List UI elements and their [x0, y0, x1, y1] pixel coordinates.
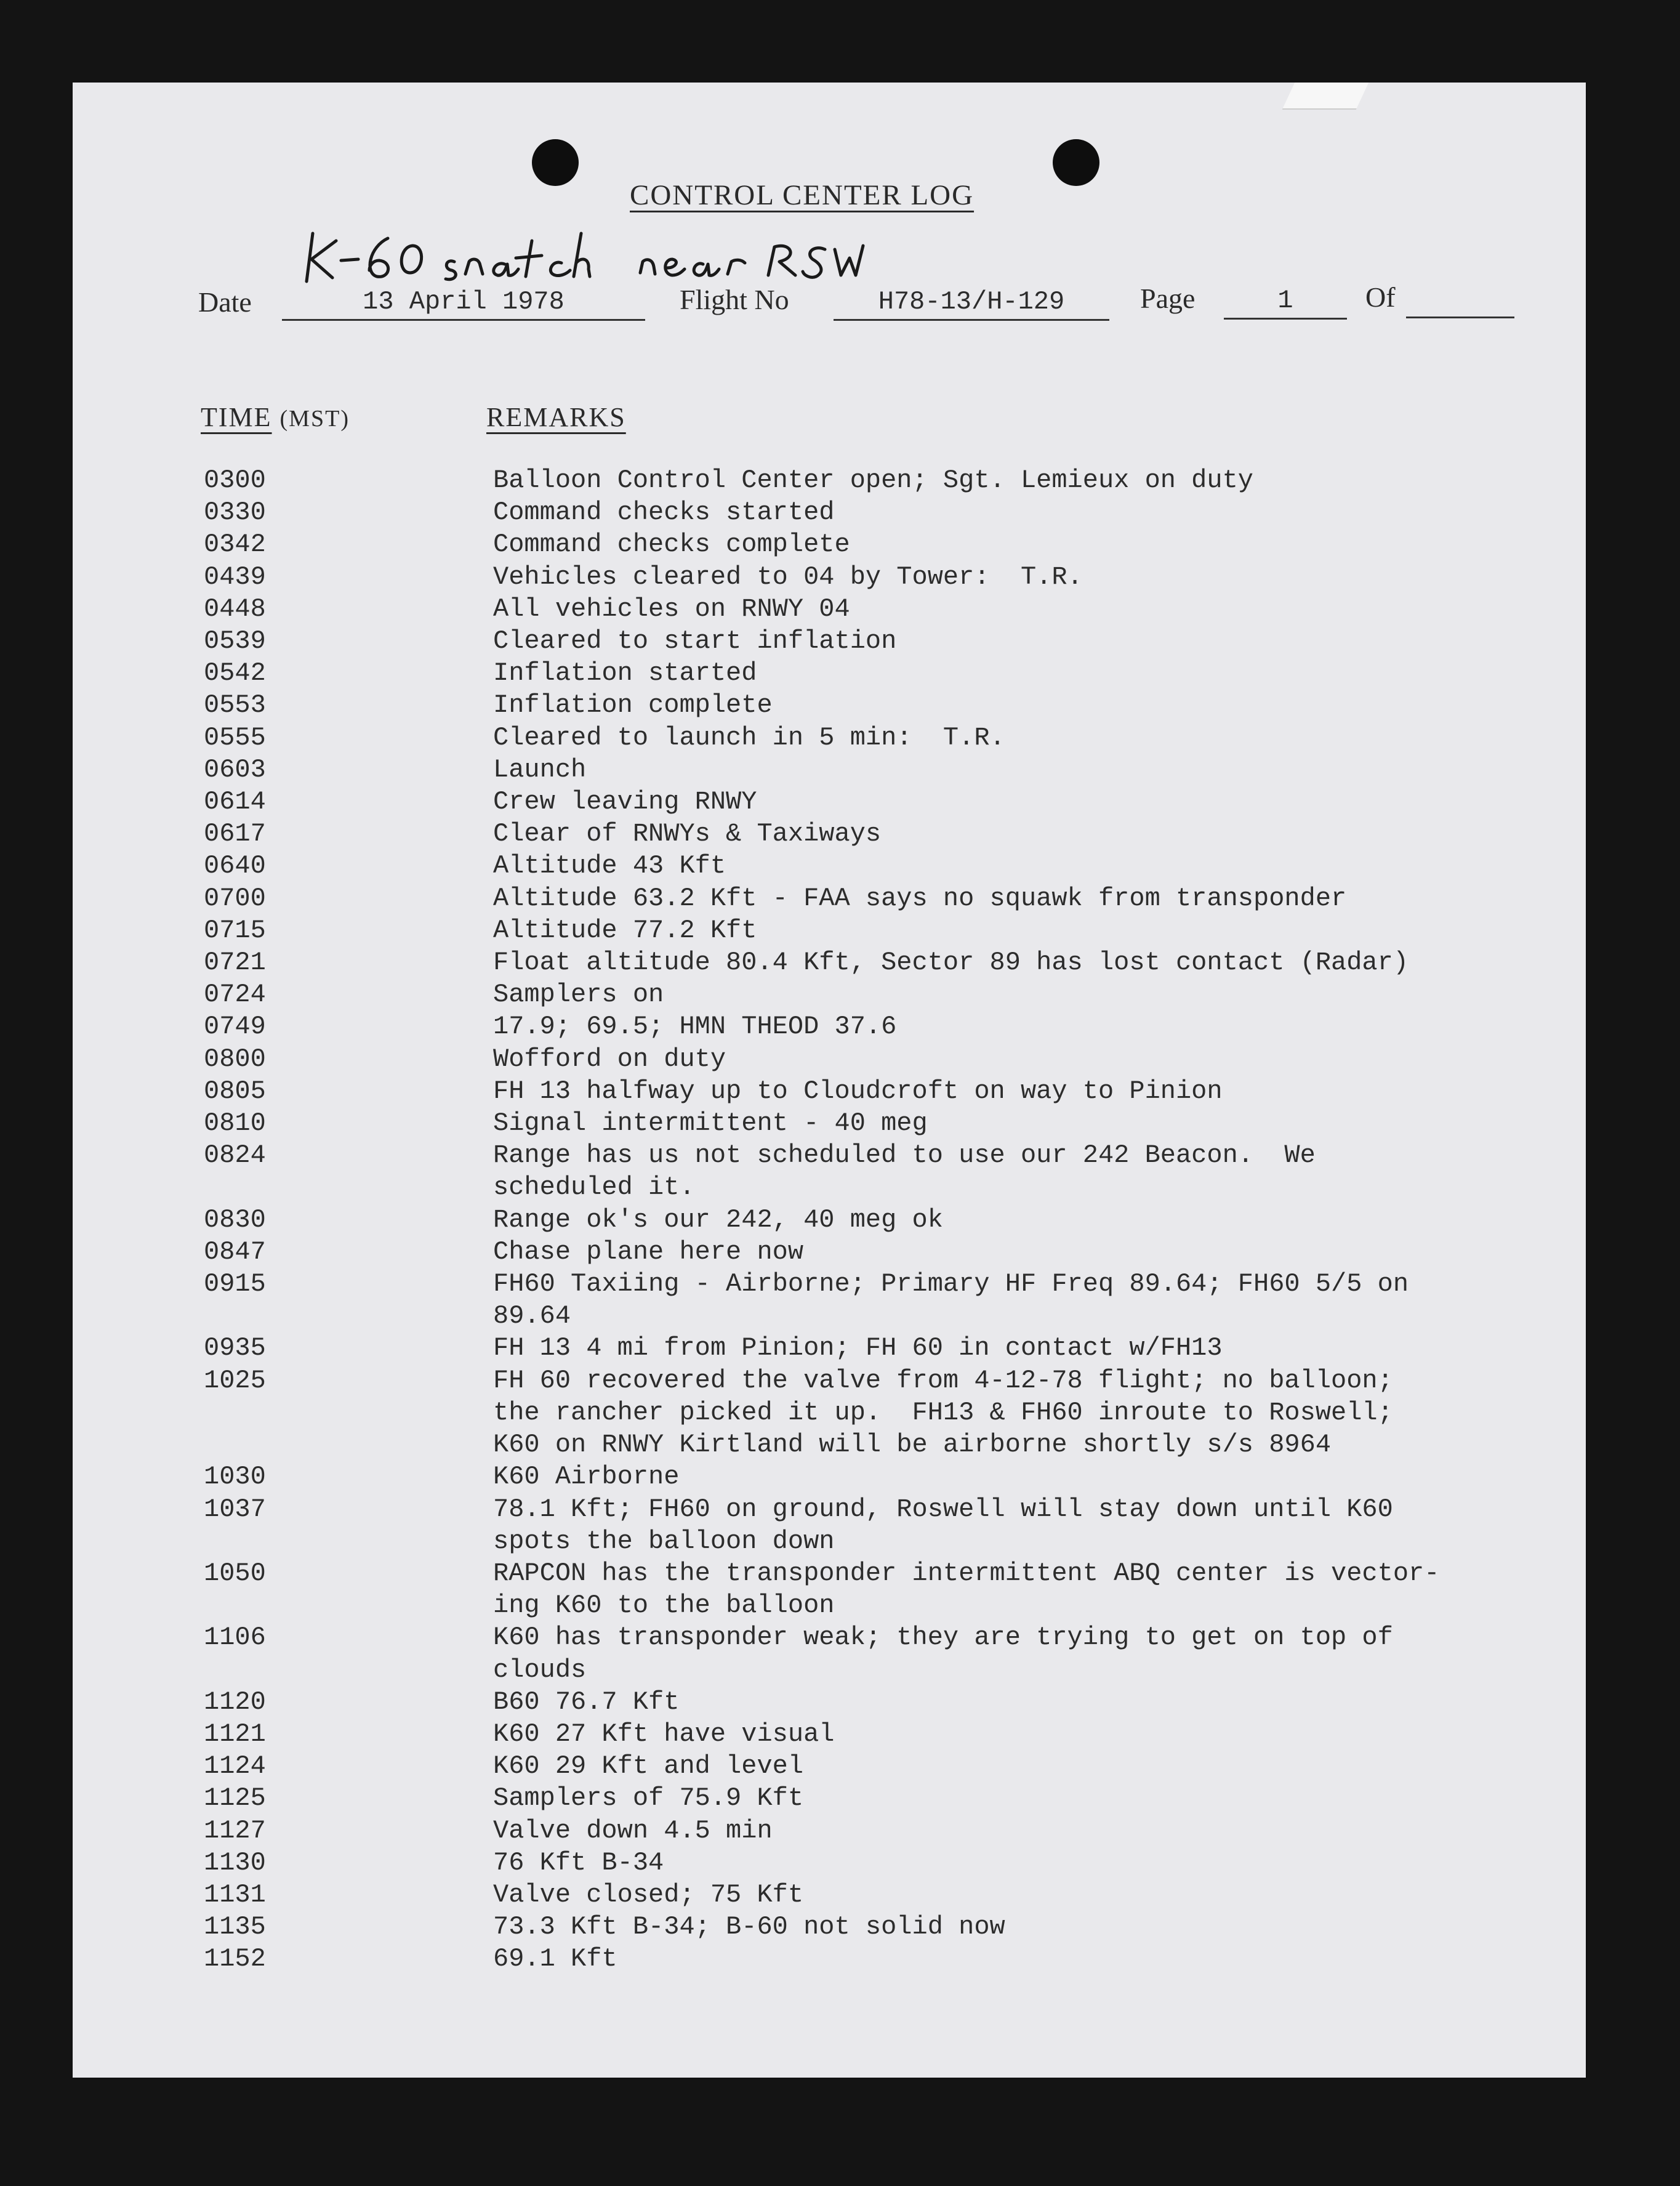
- remark-line: Altitude 77.2 Kft: [493, 915, 757, 945]
- remark-line: K60 27 Kft have visual: [493, 1719, 835, 1749]
- log-entry: [204, 1750, 1558, 1782]
- entry-time: 0721: [204, 948, 266, 978]
- remark-line: Launch: [493, 754, 587, 784]
- log-entry: [204, 593, 1558, 625]
- entry-remark: [493, 1879, 803, 1911]
- entry-time: 0935: [204, 1333, 266, 1363]
- page-value: 1: [1224, 283, 1347, 320]
- entry-remark: [493, 850, 726, 882]
- log-entry: [204, 1204, 1558, 1236]
- of-label: Of: [1365, 281, 1396, 313]
- log-entry: [204, 1332, 1558, 1364]
- entry-remark: [493, 561, 1083, 593]
- entry-remark: [493, 1718, 835, 1750]
- log-entry: [204, 1847, 1558, 1879]
- page-label: Page: [1140, 283, 1196, 314]
- remark-line: Valve down 4.5 min: [493, 1815, 773, 1845]
- entry-time: 1025: [204, 1365, 266, 1395]
- remark-line: FH60 Taxiing - Airborne; Primary HF Freq 89.64; FH60 5/5 on: [493, 1269, 1409, 1299]
- entry-remark: [493, 1493, 1393, 1557]
- log-entry: [204, 978, 1558, 1010]
- entry-time: 0715: [204, 915, 266, 945]
- entry-time: 0617: [204, 819, 266, 849]
- entry-remark: [493, 978, 664, 1010]
- entry-remark: [493, 882, 1346, 914]
- log-entry: [204, 882, 1558, 914]
- log-entry: [204, 1461, 1558, 1493]
- flight-number-label: Flight No: [680, 284, 789, 315]
- entry-time: 1120: [204, 1687, 266, 1717]
- remark-line: Cleared to start inflation: [493, 626, 897, 656]
- entry-remark: [493, 1686, 679, 1718]
- remark-line: Valve closed; 75 Kft: [493, 1879, 804, 1910]
- entry-time: 0448: [204, 594, 266, 624]
- remark-line: spots the balloon down: [493, 1526, 835, 1556]
- entry-remark: [493, 754, 586, 786]
- date-label: Date: [198, 286, 252, 318]
- entry-remark: [493, 464, 1253, 496]
- time-unit-label: (MST): [279, 406, 350, 432]
- punch-hole-right: [1053, 139, 1099, 186]
- entry-time: 0915: [204, 1269, 266, 1299]
- remarks-column-header: REMARKS: [486, 402, 626, 432]
- log-entry: [204, 689, 1558, 721]
- entry-time: 1106: [204, 1623, 266, 1653]
- entry-time: 1131: [204, 1879, 266, 1910]
- entry-time: 0640: [204, 851, 266, 881]
- entry-time: 0800: [204, 1044, 266, 1074]
- entry-remark: [493, 914, 757, 946]
- time-column-label: TIME: [201, 402, 272, 432]
- entry-remark: [493, 657, 757, 689]
- log-entry: [204, 1493, 1558, 1557]
- log-entry: [204, 1943, 1558, 1975]
- remark-line: Balloon Control Center open; Sgt. Lemieux on duty: [493, 466, 1254, 495]
- entry-time: 0614: [204, 787, 266, 817]
- remark-line: Wofford on duty: [493, 1044, 726, 1074]
- remark-line: Altitude 63.2 Kft - FAA says no squawk from transponder: [493, 883, 1347, 913]
- remark-line: 69.1 Kft: [493, 1944, 617, 1974]
- log-entry: [204, 1621, 1558, 1685]
- entry-remark: [493, 1461, 679, 1493]
- flight-number-value: H78-13/H-129: [834, 284, 1109, 321]
- entry-time: 0749: [204, 1012, 266, 1042]
- remark-line: 73.3 Kft B-34; B-60 not solid now: [493, 1912, 1005, 1942]
- entry-time: 1030: [204, 1462, 266, 1492]
- entry-time: 0555: [204, 722, 266, 752]
- log-entry: [204, 1268, 1558, 1332]
- log-entries: [204, 464, 1558, 1975]
- log-entry: [204, 1911, 1558, 1943]
- entry-time: 1124: [204, 1751, 266, 1781]
- log-entry: [204, 1365, 1558, 1461]
- log-entry: [204, 946, 1558, 978]
- remark-line: FH 13 halfway up to Cloudcroft on way to Pinion: [493, 1076, 1223, 1106]
- entry-time: 0824: [204, 1140, 266, 1171]
- entry-remark: [493, 1236, 803, 1268]
- log-entry: [204, 1879, 1558, 1911]
- remark-line: clouds: [493, 1655, 587, 1685]
- of-value: [1406, 282, 1514, 318]
- entry-remark: [493, 1204, 943, 1236]
- entry-time: 1125: [204, 1783, 266, 1813]
- entry-time: 1135: [204, 1912, 266, 1942]
- remark-line: Crew leaving RNWY: [493, 787, 757, 817]
- entry-remark: [493, 1332, 1223, 1364]
- log-entry: [204, 1075, 1558, 1107]
- entry-remark: [493, 1010, 896, 1043]
- entry-remark: [493, 1847, 664, 1879]
- entry-time: 0553: [204, 690, 266, 720]
- entry-time: 0330: [204, 498, 266, 528]
- remark-line: Signal intermittent - 40 meg: [493, 1108, 928, 1139]
- entry-time: 0439: [204, 562, 266, 592]
- log-entry: [204, 1139, 1558, 1203]
- log-entry: [204, 464, 1558, 496]
- entry-time: 0603: [204, 754, 266, 784]
- remark-line: 89.64: [493, 1301, 571, 1331]
- date-value: 13 April 1978: [282, 284, 645, 321]
- entry-remark: [493, 1750, 803, 1782]
- log-entry: [204, 1782, 1558, 1814]
- log-entry: [204, 657, 1558, 689]
- log-entry: [204, 625, 1558, 657]
- time-column-header: [201, 401, 350, 433]
- entry-remark: [493, 1365, 1393, 1461]
- entry-remark: [493, 1911, 1005, 1943]
- entry-time: 0342: [204, 530, 266, 560]
- entry-time: 0724: [204, 980, 266, 1010]
- entry-remark: [493, 593, 850, 625]
- remark-line: 17.9; 69.5; HMN THEOD 37.6: [493, 1012, 897, 1042]
- log-entry: [204, 1686, 1558, 1718]
- log-entry: [204, 561, 1558, 593]
- log-entry: [204, 1815, 1558, 1847]
- entry-remark: [493, 1139, 1316, 1203]
- log-entry: [204, 1236, 1558, 1268]
- entry-remark: [493, 722, 1005, 754]
- entry-remark: [493, 496, 835, 528]
- entry-remark: [493, 1043, 726, 1075]
- remark-line: Samplers of 75.9 Kft: [493, 1783, 804, 1813]
- remark-line: FH 60 recovered the valve from 4-12-78 flight; no balloon;: [493, 1365, 1393, 1395]
- entry-time: 0847: [204, 1236, 266, 1267]
- remark-line: the rancher picked it up. FH13 & FH60 inroute to Roswell;: [493, 1397, 1393, 1427]
- log-entry: [204, 1043, 1558, 1075]
- remark-line: B60 76.7 Kft: [493, 1687, 680, 1717]
- log-entry: [204, 1557, 1558, 1621]
- remark-line: Clear of RNWYs & Taxiways: [493, 819, 882, 849]
- log-entry: [204, 528, 1558, 560]
- remark-line: All vehicles on RNWY 04: [493, 594, 850, 624]
- remark-line: Float altitude 80.4 Kft, Sector 89 has lost contact (Radar): [493, 948, 1409, 978]
- entry-remark: [493, 1815, 773, 1847]
- remark-line: Inflation complete: [493, 690, 773, 720]
- entry-remark: [493, 1268, 1409, 1332]
- handwritten-annotation: [300, 209, 904, 295]
- entry-time: 0830: [204, 1204, 266, 1235]
- log-entry: [204, 818, 1558, 850]
- entry-time: 0810: [204, 1108, 266, 1139]
- entry-time: 1050: [204, 1558, 266, 1588]
- log-entry: [204, 496, 1558, 528]
- remark-line: Cleared to launch in 5 min: T.R.: [493, 722, 1005, 752]
- paper-tear: [1282, 83, 1369, 110]
- entry-time: 1130: [204, 1847, 266, 1877]
- remark-line: scheduled it.: [493, 1172, 695, 1203]
- entry-time: 0300: [204, 466, 266, 495]
- log-entry: [204, 1718, 1558, 1750]
- remark-line: K60 on RNWY Kirtland will be airborne shortly s/s 8964: [493, 1430, 1332, 1460]
- entry-time: 1121: [204, 1719, 266, 1749]
- remark-line: Range ok's our 242, 40 meg ok: [493, 1204, 943, 1235]
- remark-line: Vehicles cleared to 04 by Tower: T.R.: [493, 562, 1083, 592]
- remark-line: Command checks complete: [493, 530, 850, 560]
- remark-line: Inflation started: [493, 658, 757, 688]
- log-entry: [204, 722, 1558, 754]
- log-entry: [204, 850, 1558, 882]
- remark-line: Samplers on: [493, 980, 664, 1010]
- remark-line: Range has us not scheduled to use our 242 Beacon. We: [493, 1140, 1316, 1171]
- remark-line: ing K60 to the balloon: [493, 1591, 835, 1621]
- entry-remark: [493, 1557, 1439, 1621]
- log-entry: [204, 1107, 1558, 1139]
- log-sheet: [73, 83, 1586, 2078]
- remark-line: Altitude 43 Kft: [493, 851, 726, 881]
- entry-remark: [493, 1782, 803, 1814]
- log-entry: [204, 786, 1558, 818]
- entry-time: 1152: [204, 1944, 266, 1974]
- entry-time: 0805: [204, 1076, 266, 1106]
- entry-time: 0539: [204, 626, 266, 656]
- entry-remark: [493, 946, 1409, 978]
- remark-line: K60 Airborne: [493, 1462, 680, 1492]
- page-title: CONTROL CENTER LOG: [630, 179, 975, 211]
- entry-remark: [493, 528, 850, 560]
- entry-time: 0700: [204, 883, 266, 913]
- log-entry: [204, 1010, 1558, 1043]
- remark-line: 78.1 Kft; FH60 on ground, Roswell will stay down until K60: [493, 1494, 1393, 1524]
- entry-time: 0542: [204, 658, 266, 688]
- entry-remark: [493, 689, 773, 721]
- entry-time: 1037: [204, 1494, 266, 1524]
- remark-line: FH 13 4 mi from Pinion; FH 60 in contact w/FH13: [493, 1333, 1223, 1363]
- entry-remark: [493, 1943, 617, 1975]
- entry-remark: [493, 1075, 1223, 1107]
- remark-line: K60 has transponder weak; they are trying to get on top of: [493, 1623, 1393, 1653]
- entry-remark: [493, 1621, 1393, 1685]
- punch-hole-left: [532, 139, 579, 186]
- remark-line: Chase plane here now: [493, 1236, 804, 1267]
- remark-line: RAPCON has the transponder intermittent ABQ center is vector-: [493, 1558, 1440, 1588]
- entry-remark: [493, 625, 896, 657]
- entry-remark: [493, 786, 757, 818]
- remark-line: Command checks started: [493, 498, 835, 528]
- remark-line: K60 29 Kft and level: [493, 1751, 804, 1781]
- remark-line: 76 Kft B-34: [493, 1847, 664, 1877]
- entry-time: 1127: [204, 1815, 266, 1845]
- entry-remark: [493, 818, 881, 850]
- log-entry: [204, 914, 1558, 946]
- entry-remark: [493, 1107, 928, 1139]
- log-entry: [204, 754, 1558, 786]
